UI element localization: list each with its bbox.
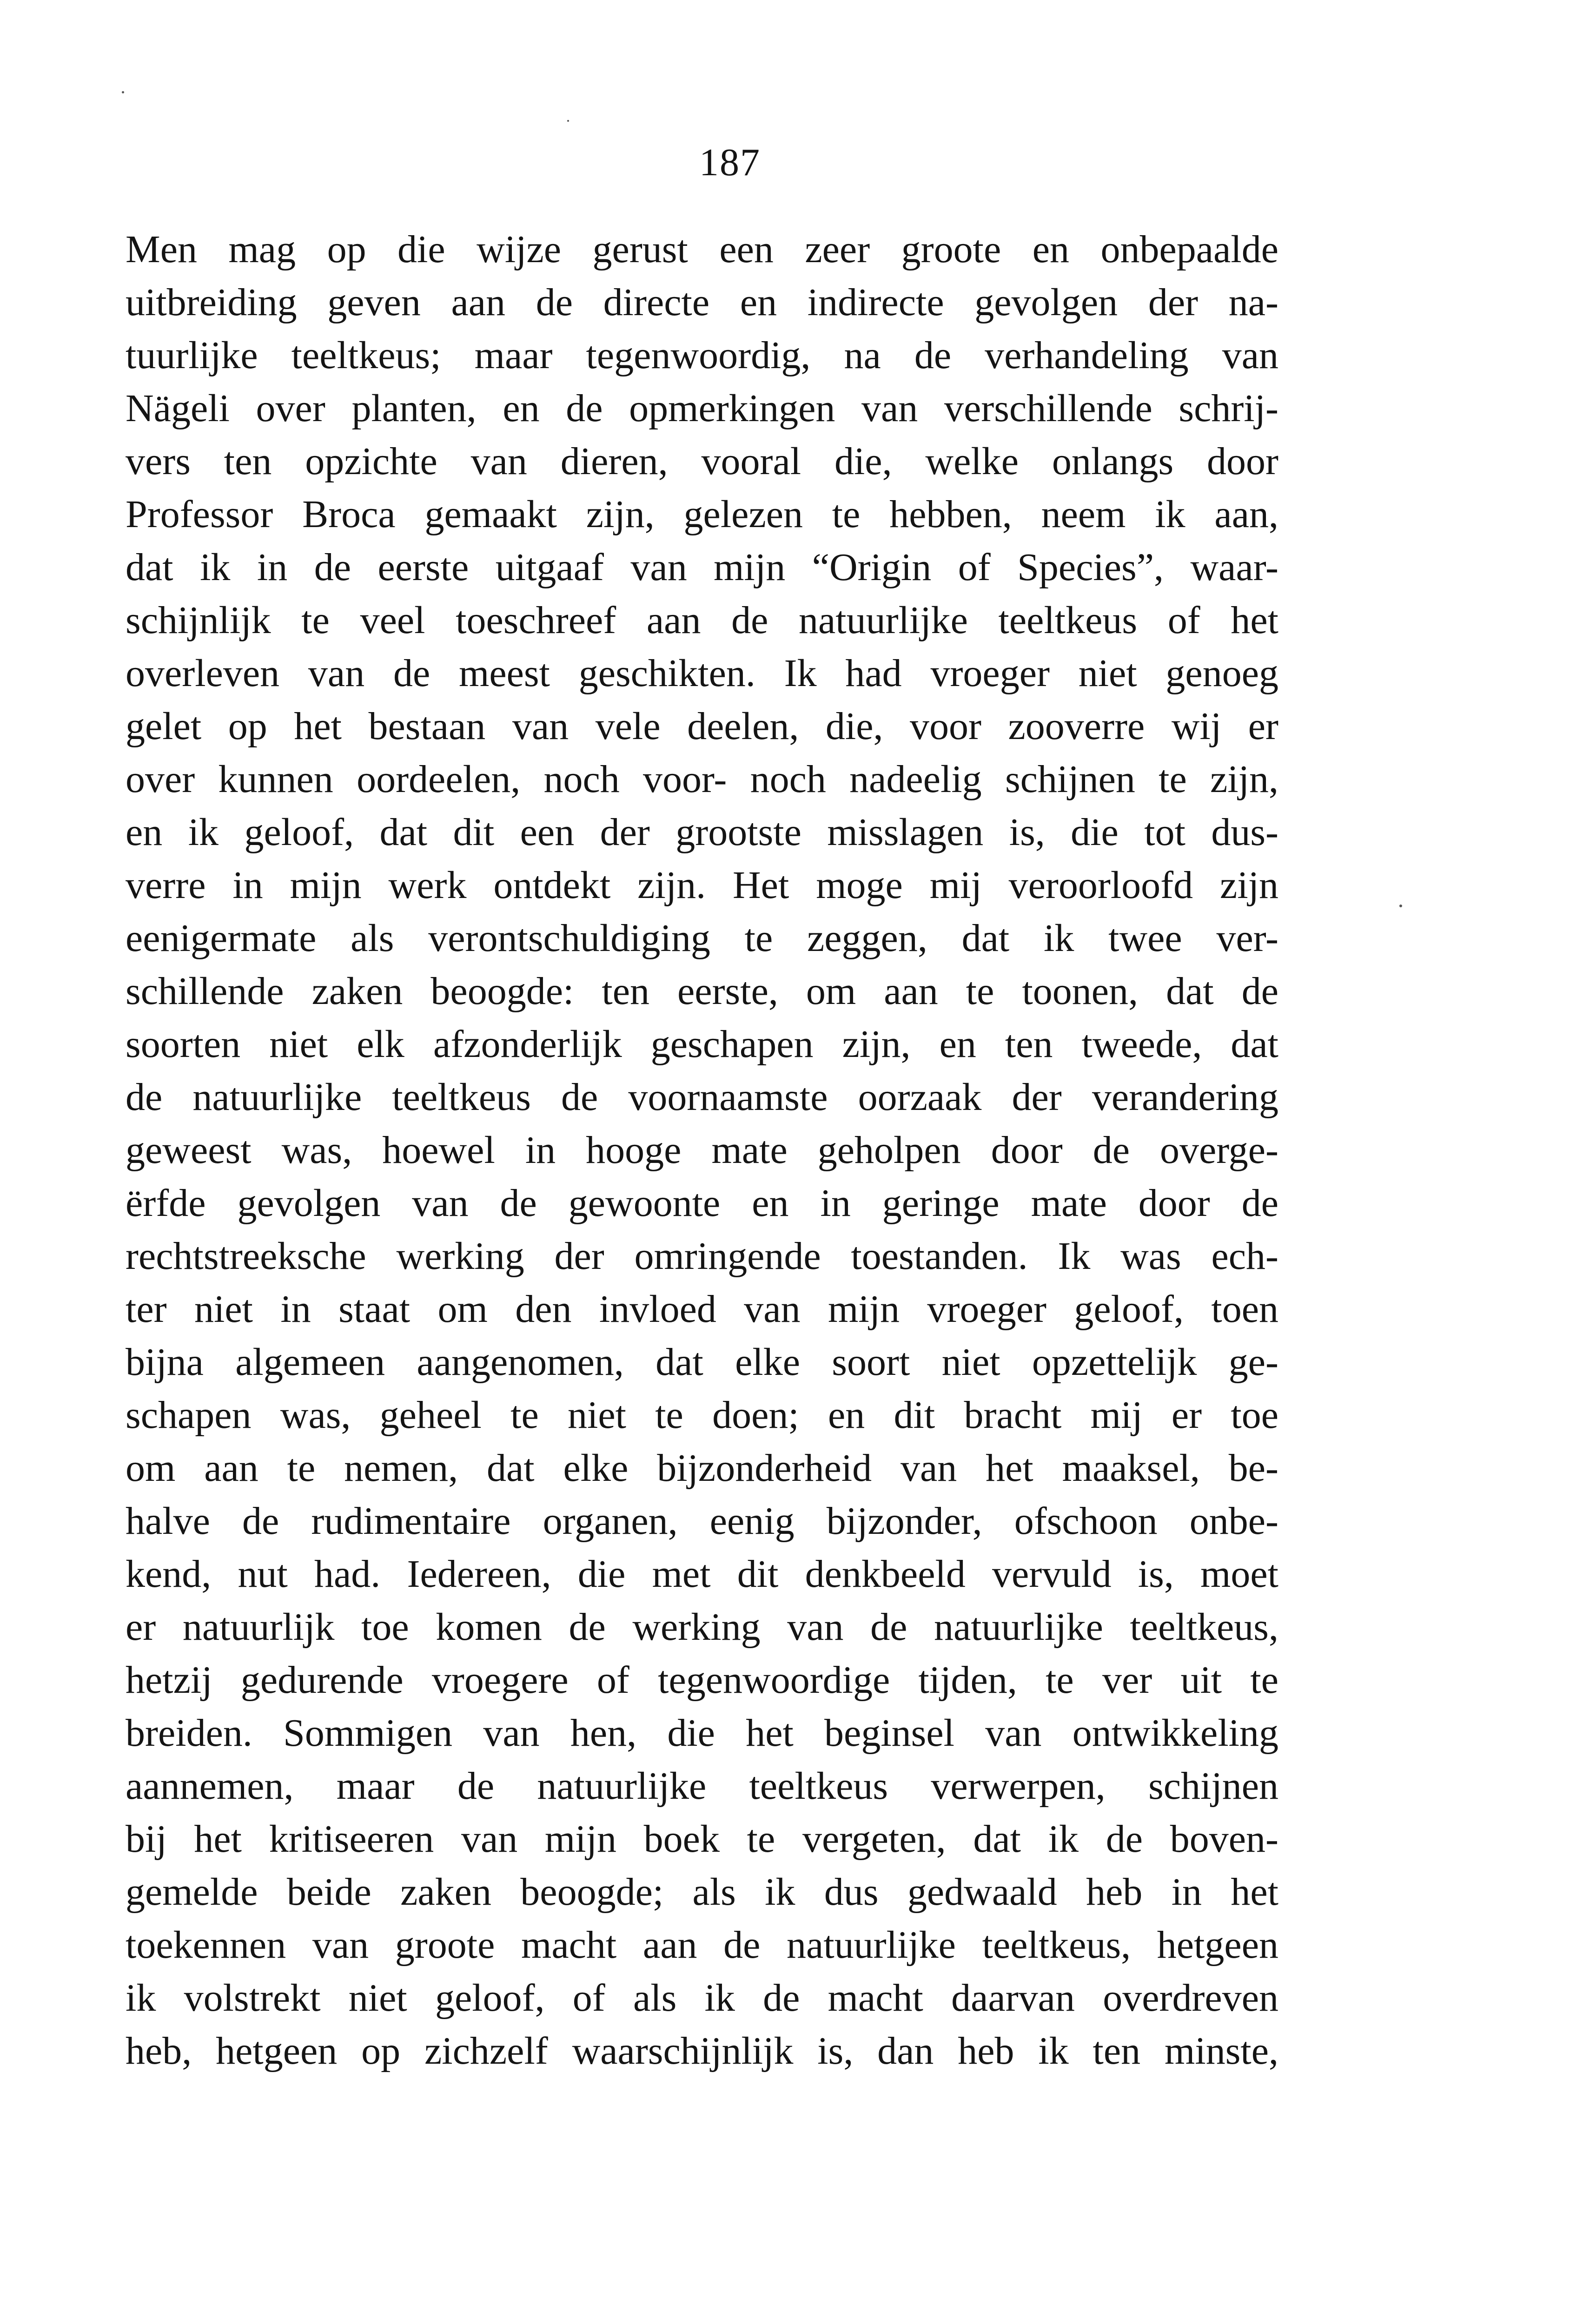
text-line: om aan te nemen, dat elke bijzonderheid van het maaksel, be-: [126, 1446, 1278, 1490]
text-line: toekennen van groote macht aan de natuurlijke teeltkeus, hetgeen: [126, 1923, 1278, 1967]
scan-speck: [567, 120, 569, 122]
text-line: eenigermate als verontschuldiging te zeggen, dat ik twee ver-: [126, 917, 1278, 960]
text-line: Men mag op die wijze gerust een zeer groote en onbepaalde: [126, 228, 1278, 271]
text-line: hetzij gedurende vroegere of tegenwoordige tijden, te ver uit te: [126, 1658, 1278, 1702]
text-line: schillende zaken beoogde: ten eerste, om aan te toonen, dat de: [126, 970, 1278, 1013]
text-line: kend, nut had. Iedereen, die met dit denkbeeld vervuld is, moet: [126, 1552, 1278, 1596]
text-line: de natuurlijke teeltkeus de voornaamste oorzaak der verandering: [126, 1076, 1278, 1119]
text-line: halve de rudimentaire organen, eenig bijzonder, ofschoon onbe-: [126, 1499, 1278, 1543]
text-line: er natuurlijk toe komen de werking van de natuurlijke teeltkeus,: [126, 1605, 1278, 1649]
text-line: soorten niet elk afzonderlijk geschapen zijn, en ten tweede, dat: [126, 1023, 1278, 1066]
text-line: overleven van de meest geschikten. Ik had vroeger niet genoeg: [126, 652, 1278, 695]
scan-speck: [122, 91, 124, 93]
text-line: ter niet in staat om den invloed van mijn vroeger geloof, toen: [126, 1287, 1278, 1331]
text-line: ik volstrekt niet geloof, of als ik de macht daarvan overdreven: [126, 1976, 1278, 2020]
text-line: ërfde gevolgen van de gewoonte en in geringe mate door de: [126, 1182, 1278, 1225]
text-line: over kunnen oordeelen, noch voor- noch nadeelig schijnen te zijn,: [126, 758, 1278, 801]
text-line: rechtstreeksche werking der omringende toestanden. Ik was ech-: [126, 1235, 1278, 1278]
body-text: [126, 223, 1278, 2078]
text-line: bij het kritiseeren van mijn boek te vergeten, dat ik de boven-: [126, 1817, 1278, 1861]
text-line: tuurlijke teeltkeus; maar tegenwoordig, na de verhandeling van: [126, 334, 1278, 377]
text-line: breiden. Sommigen van hen, die het beginsel van ontwikkeling: [126, 1711, 1278, 1755]
scan-speck: [1399, 905, 1402, 907]
text-line: gemelde beide zaken beoogde; als ik dus gedwaald heb in het: [126, 1870, 1278, 1914]
text-line: Professor Broca gemaakt zijn, gelezen te hebben, neem ik aan,: [126, 493, 1278, 536]
text-line: dat ik in de eerste uitgaaf van mijn “Origin of Species”, waar-: [126, 546, 1278, 589]
text-line: Nägeli over planten, en de opmerkingen van verschillende schrij-: [126, 387, 1278, 430]
text-line: vers ten opzichte van dieren, vooral die, welke onlangs door: [126, 440, 1278, 483]
text-line: aannemen, maar de natuurlijke teeltkeus verwerpen, schijnen: [126, 1764, 1278, 1808]
text-line: schijnlijk te veel toeschreef aan de natuurlijke teeltkeus of het: [126, 599, 1278, 642]
text-line: bijna algemeen aangenomen, dat elke soort niet opzettelijk ge-: [126, 1340, 1278, 1384]
text-line: geweest was, hoewel in hooge mate geholpen door de overge-: [126, 1129, 1278, 1172]
text-line: uitbreiding geven aan de directe en indirecte gevolgen der na-: [126, 281, 1278, 324]
text-line: gelet op het bestaan van vele deelen, die, voor zooverre wij er: [126, 705, 1278, 748]
text-line: en ik geloof, dat dit een der grootste misslagen is, die tot dus-: [126, 811, 1278, 854]
text-line: verre in mijn werk ontdekt zijn. Het moge mij veroorloofd zijn: [126, 864, 1278, 907]
text-line: heb, hetgeen op zichzelf waarschijnlijk is, dan heb ik ten minste,: [126, 2029, 1278, 2073]
page-number: 187: [699, 141, 761, 184]
text-line: schapen was, geheel te niet te doen; en dit bracht mij er toe: [126, 1393, 1278, 1437]
